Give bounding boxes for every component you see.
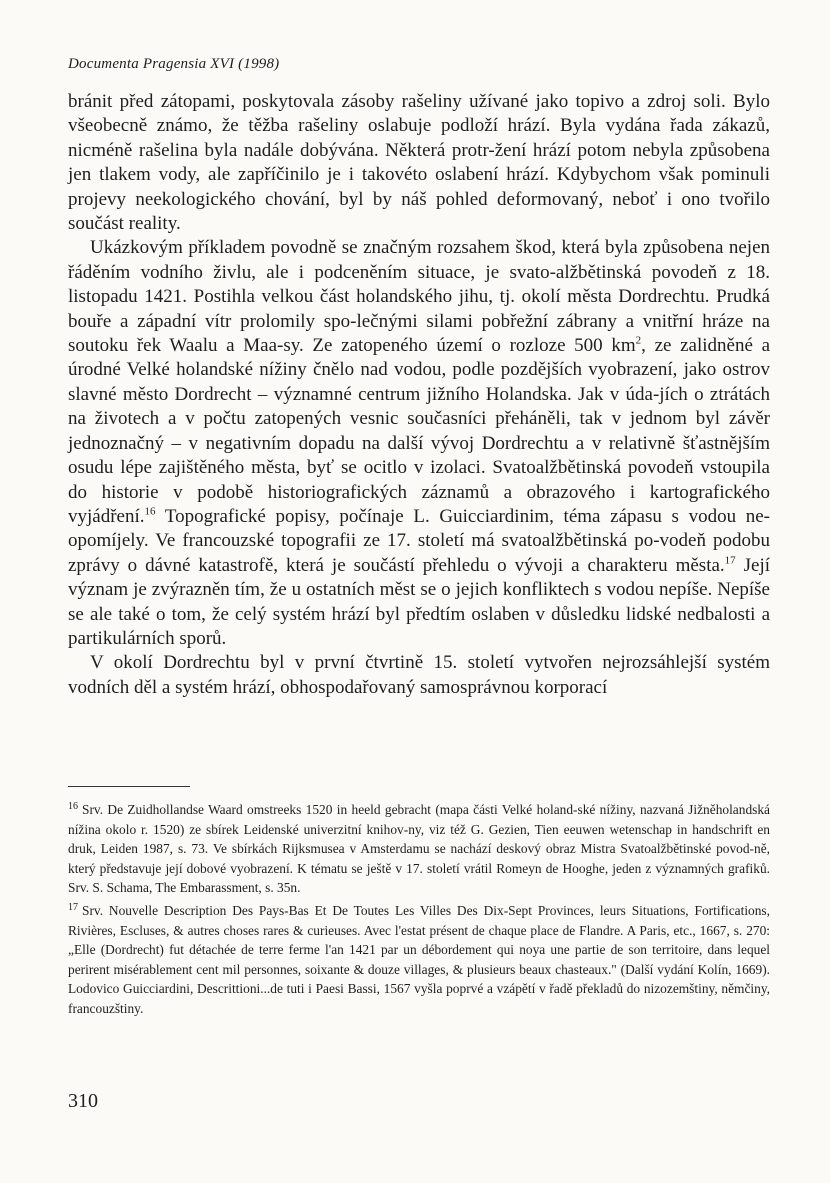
paragraph-3: V okolí Dordrechtu byl v první čtvrtině 15. století vytvořen nejrozsáhlejší systém vodních děl a systém hrází, obhospodařovaný samosprávnou korporací xyxy=(68,652,770,698)
paragraph-2-part-b: , ze zalidněné a úrodné Velké holandské nížiny čnělo nad vodou, podle pozdějších vyobrazení, jako ostrov slavné město Dordrecht – významné centrum jižního Holandska. Jak v úda-jích o ztrátách na životech a v počtu zatopených vesnic současníci přeháněli, tak v jednom byl závěr jednoznačný – v negativním dopadu na další vývoj Dordrechtu a v relativně šťastnějším osudu lépe zajištěného města, byť se ocitlo v izolaci. Svatoalžbětinská povodeň vstoupila do historie v podobě historiografických záznamů a obrazového i kartografického vyjádření. xyxy=(68,335,770,527)
running-header: Documenta Pragensia XVI (1998) xyxy=(68,56,280,72)
footnote-number: 17 xyxy=(68,901,78,913)
superscript-square: 2 xyxy=(635,334,642,347)
footnote-number: 16 xyxy=(68,801,78,812)
footnote-ref-16: 16 xyxy=(144,505,156,518)
paragraph-2-part-a: Ukázkovým příkladem povodně se značným rozsahem škod, která byla způsobena nejen řáděním vodního živlu, ale i podceněním situace, je svato-alžbětinská povodeň z 18. listopadu 1421. Postihla velkou část holandského jihu, tj. okolí města Dordrechtu. Prudká bouře a západní vítr prolomily spo-lečnými silami pobřežní zábrany a vnitřní hráze na soutoku řek Waalu a Maa-sy. Ze zatopeného území o rozloze 500 km xyxy=(68,237,770,357)
footnote-text: Srv. Nouvelle Description Des Pays-Bas Et De Toutes Les Villes Des Dix-Sept Provinces, leurs Situations, Fortifications, Rivières, Escluses, & autres choses rares & curieuses. Avec l'estat présent de chaque place de Flandre. A Paris, etc., 1667, s. 270: „Elle (Dordrecht) fut détachée de terre ferme l'an 1421 par un débordement qui noya une partie de son territoire, dans lequel perirent misérablement cent mil personnes, soixante & douze villages, & plusieurs beaux chasteaux." (Další vydání Kolín, 1669). Lodovico Guicciardini, Descrittioni...de tuti i Paesi Bassi, 1567 vyšla poprvé a vzápětí v řadě překladů do nizozemštiny, němčiny, francouzštiny. xyxy=(68,902,770,1016)
paragraph-2-part-c: Topografické popisy, počínaje L. Guicciardinim, téma zápasu s vodou ne-opomíjely. Ve francouzské topografii ze 17. století má svatoalžbětinská po-vodeň podobu zprávy o dávné katastrofě, která je součástí přehledu o vývoji a charakteru města. xyxy=(68,505,770,576)
paragraph-2 xyxy=(68,236,770,651)
footnote-text: Srv. De Zuidhollandse Waard omstreeks 1520 in heeld gebracht (mapa části Velké holand-ské nížiny, nazvaná Jižněholandská nížina okolo r. 1520) ze sbírek Leidenské univerzitní knihov-ny, viz též G. Gezien, Tien eeuwen wetenschap in handschrift en druk, Leiden 1987, s. 73. Ve sbírkách Rijksmusea v Amsterdamu se nachází deskový obraz Mistra Svatoalžbětinské povod-ně, který představuje její dobové vyobrazení. K tématu se ještě v 17. století vrátil Romeyn de Hooghe, jeden z významných grafiků. Srv. S. Schama, The Embarassment, s. 35n. xyxy=(68,802,770,896)
footnote-16 xyxy=(68,797,770,898)
paragraph-1: bránit před zátopami, poskytovala zásoby rašeliny užívané jako topivo a zdroj soli. Bylo všeobecně známo, že těžba rašeliny oslabuje podloží hrází. Byla vydána řada zákazů, nicméně rašelina byla nadále dobývána. Některá protr-žení hrází potom nebyla způsobena jen tlakem vody, ale zapříčinilo je i takovéto oslabení hrází. Kdybychom však pominuli projevy neekologického chování, byl by náš pohled deformovaný, neboť i ono tvořilo součást reality. xyxy=(68,91,770,235)
footnotes xyxy=(68,797,770,1019)
footnote-ref-17: 17 xyxy=(724,554,736,567)
paragraph-2-part-d: Její význam je zvýrazněn tím, že u ostatních měst se o jejich konfliktech s vodou nepíše. Nepíše se ale také o tom, že celý systém hrází byl předtím oslaben v důsledku lidské nedbalosti a partikulárních sporů. xyxy=(68,554,771,649)
footnote-separator xyxy=(68,786,190,787)
page-number: 310 xyxy=(68,1090,98,1112)
footnote-17 xyxy=(68,898,770,1019)
main-text xyxy=(68,90,770,700)
